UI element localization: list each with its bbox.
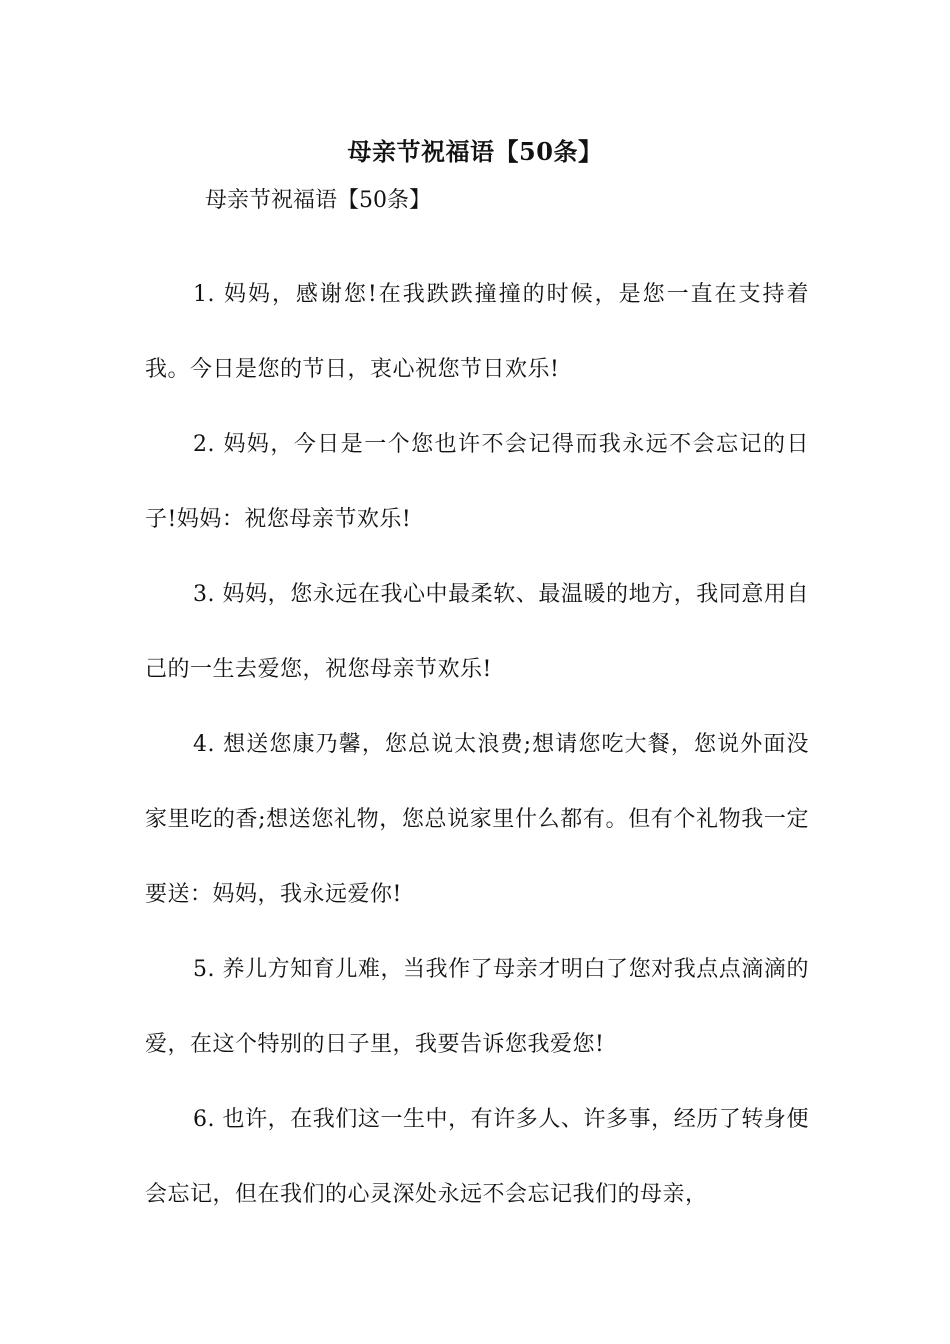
paragraph-item-1: 1. 妈妈，感谢您!在我跌跌撞撞的时候，是您一直在支持着我。今日是您的节日，衷心祝您节日欢乐! [145, 282, 809, 382]
paragraph-item-3: 3. 妈妈，您永远在我心中最柔软、最温暖的地方，我同意用自己的一生去爱您，祝您母亲节欢乐! [145, 582, 809, 682]
document-body [145, 257, 809, 1232]
document-subtitle: 母亲节祝福语【50条】 [205, 188, 431, 213]
document-title: 母亲节祝福语【50条】 [347, 137, 603, 166]
paragraph-item-6: 6. 也许，在我们这一生中，有许多人、许多事，经历了转身便会忘记，但在我们的心灵深处永远不会忘记我们的母亲， [145, 1107, 809, 1207]
paragraph-item-4: 4. 想送您康乃馨，您总说太浪费;想请您吃大餐，您说外面没家里吃的香;想送您礼物，您总说家里什么都有。但有个礼物我一定要送：妈妈，我永远爱你! [145, 732, 809, 907]
paragraph-item-2: 2. 妈妈，今日是一个您也许不会记得而我永远不会忘记的日子!妈妈：祝您母亲节欢乐! [145, 432, 809, 532]
paragraph-item-5: 5. 养儿方知育儿难，当我作了母亲才明白了您对我点点滴滴的爱，在这个特别的日子里，我要告诉您我爱您! [145, 957, 809, 1057]
